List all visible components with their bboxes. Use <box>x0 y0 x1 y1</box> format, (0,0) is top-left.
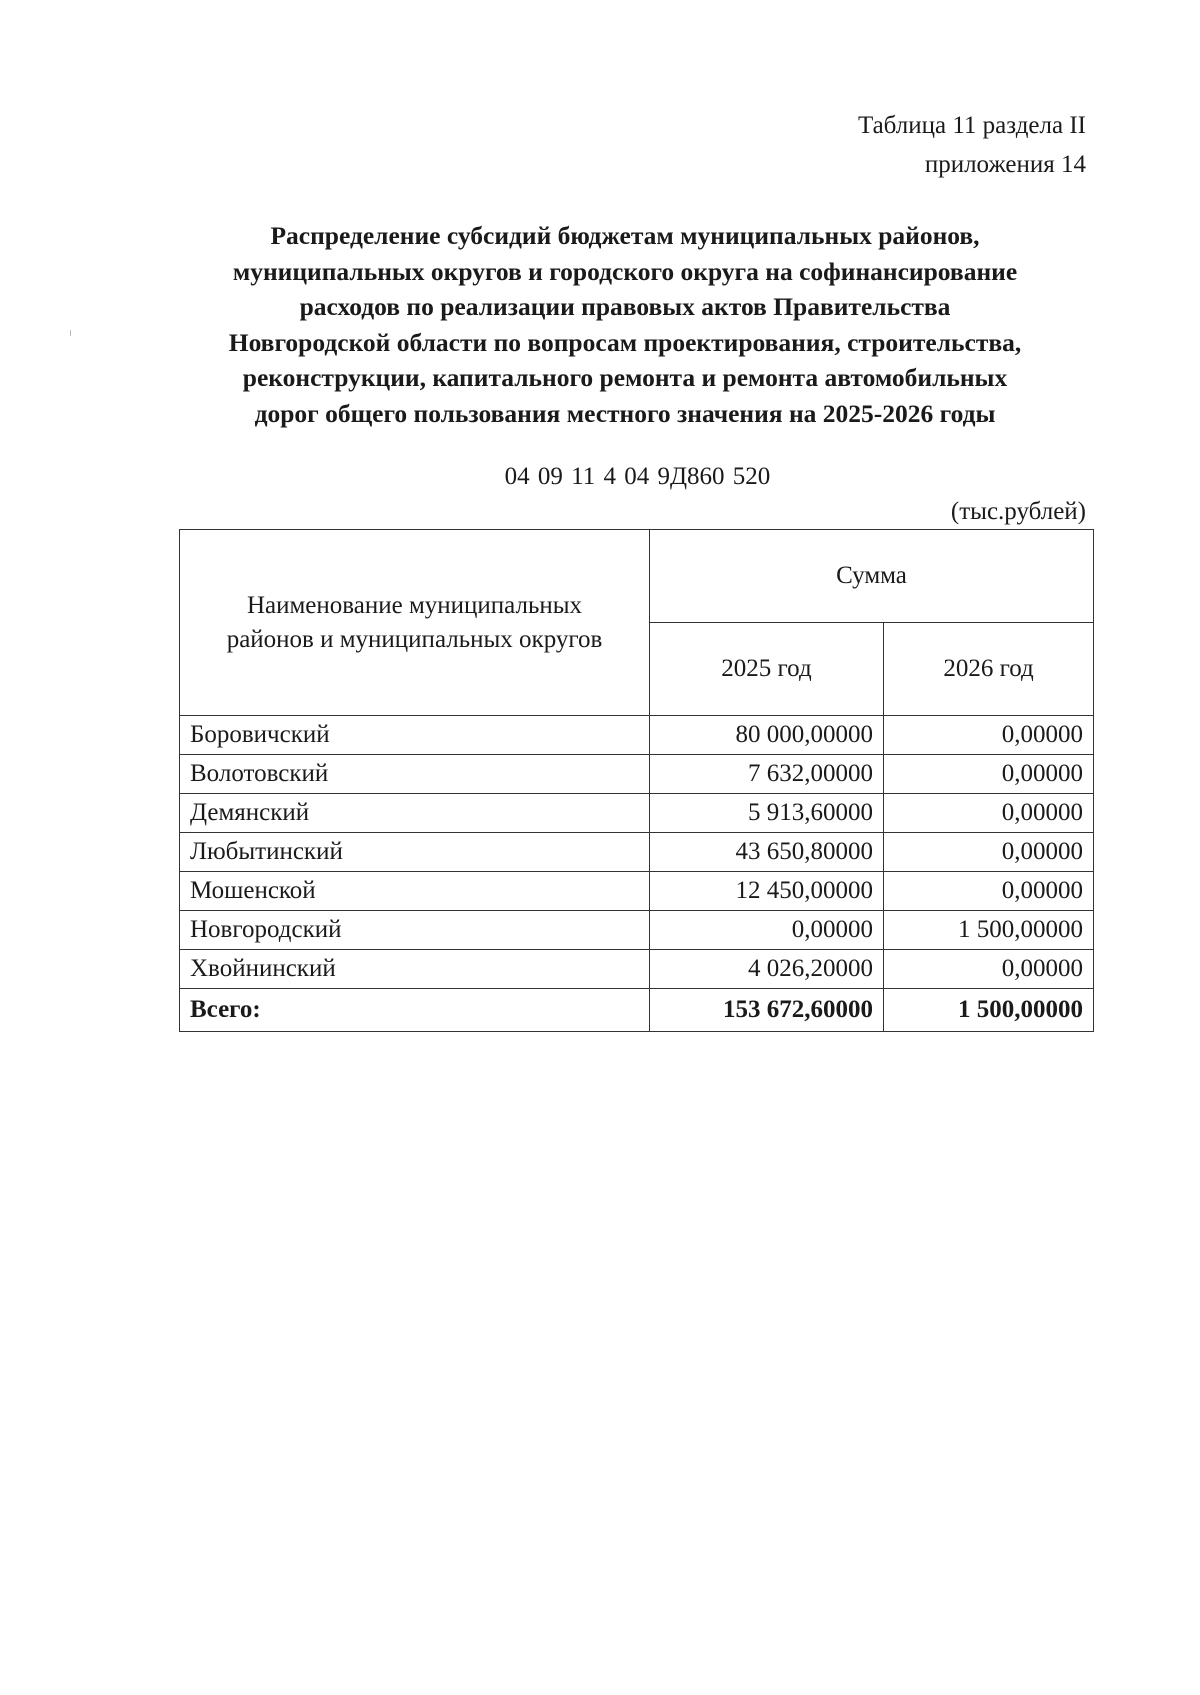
table-row <box>180 911 1094 950</box>
subsidy-table <box>179 529 1094 1032</box>
row-name: Волотовский <box>180 755 650 794</box>
header-municipality-line-2: районов и муниципальных округов <box>226 625 603 653</box>
title-line: Распределение субсидий бюджетам муниципальных районов, <box>270 221 980 250</box>
table-row <box>180 833 1094 872</box>
table-row <box>180 755 1094 794</box>
row-value-2026: 0,00000 <box>884 833 1094 872</box>
row-name: Боровичский <box>180 716 650 755</box>
table-reference <box>858 106 1086 184</box>
reference-line-2: приложения 14 <box>924 151 1086 178</box>
table-header-row <box>180 530 1094 623</box>
row-value-2025: 43 650,80000 <box>650 833 884 872</box>
row-value-2026: 0,00000 <box>884 950 1094 989</box>
row-value-2026: 0,00000 <box>884 872 1094 911</box>
row-name: Любытинский <box>180 833 650 872</box>
table-row <box>180 872 1094 911</box>
total-label: Всего: <box>180 989 650 1032</box>
scan-mark <box>70 330 71 336</box>
row-value-2026: 0,00000 <box>884 716 1094 755</box>
table-total-row <box>180 989 1094 1032</box>
row-name: Демянский <box>180 794 650 833</box>
header-municipality-line-1: Наименование муниципальных <box>246 591 583 619</box>
budget-classification-code: 04 09 11 4 04 9Д860 520 <box>504 463 771 490</box>
header-year-2025: 2025 год <box>650 623 884 716</box>
row-name: Хвойнинский <box>180 950 650 989</box>
table-row <box>180 950 1094 989</box>
header-sum: Сумма <box>650 530 1094 623</box>
title-line: расходов по реализации правовых актов Правительства <box>299 292 951 321</box>
total-value-2026: 1 500,00000 <box>884 989 1094 1032</box>
row-name: Новгородский <box>180 911 650 950</box>
table-row <box>180 716 1094 755</box>
title-line: муниципальных округов и городского округа на софинансирование <box>232 256 1018 286</box>
row-value-2025: 80 000,00000 <box>650 716 884 755</box>
row-value-2025: 0,00000 <box>650 911 884 950</box>
title-line: реконструкции, капитального ремонта и ремонта автомобильных <box>242 363 1008 392</box>
row-value-2025: 12 450,00000 <box>650 872 884 911</box>
title-line: дорог общего пользования местного значения на 2025-2026 годы <box>254 398 996 428</box>
header-year-2026: 2026 год <box>884 623 1094 716</box>
units-label: (тыс.рублей) <box>950 498 1086 525</box>
table-row <box>180 794 1094 833</box>
row-value-2026: 1 500,00000 <box>884 911 1094 950</box>
row-value-2025: 5 913,60000 <box>650 794 884 833</box>
row-value-2025: 7 632,00000 <box>650 755 884 794</box>
row-value-2025: 4 026,20000 <box>650 950 884 989</box>
reference-line-1: Таблица 11 раздела II <box>857 112 1086 139</box>
total-value-2025: 153 672,60000 <box>650 989 884 1032</box>
document-title <box>165 218 1085 431</box>
header-municipality <box>180 530 650 716</box>
row-name: Мошенской <box>180 872 650 911</box>
row-value-2026: 0,00000 <box>884 794 1094 833</box>
title-line: Новгородской области по вопросам проектирования, строительства, <box>228 327 1022 357</box>
row-value-2026: 0,00000 <box>884 755 1094 794</box>
